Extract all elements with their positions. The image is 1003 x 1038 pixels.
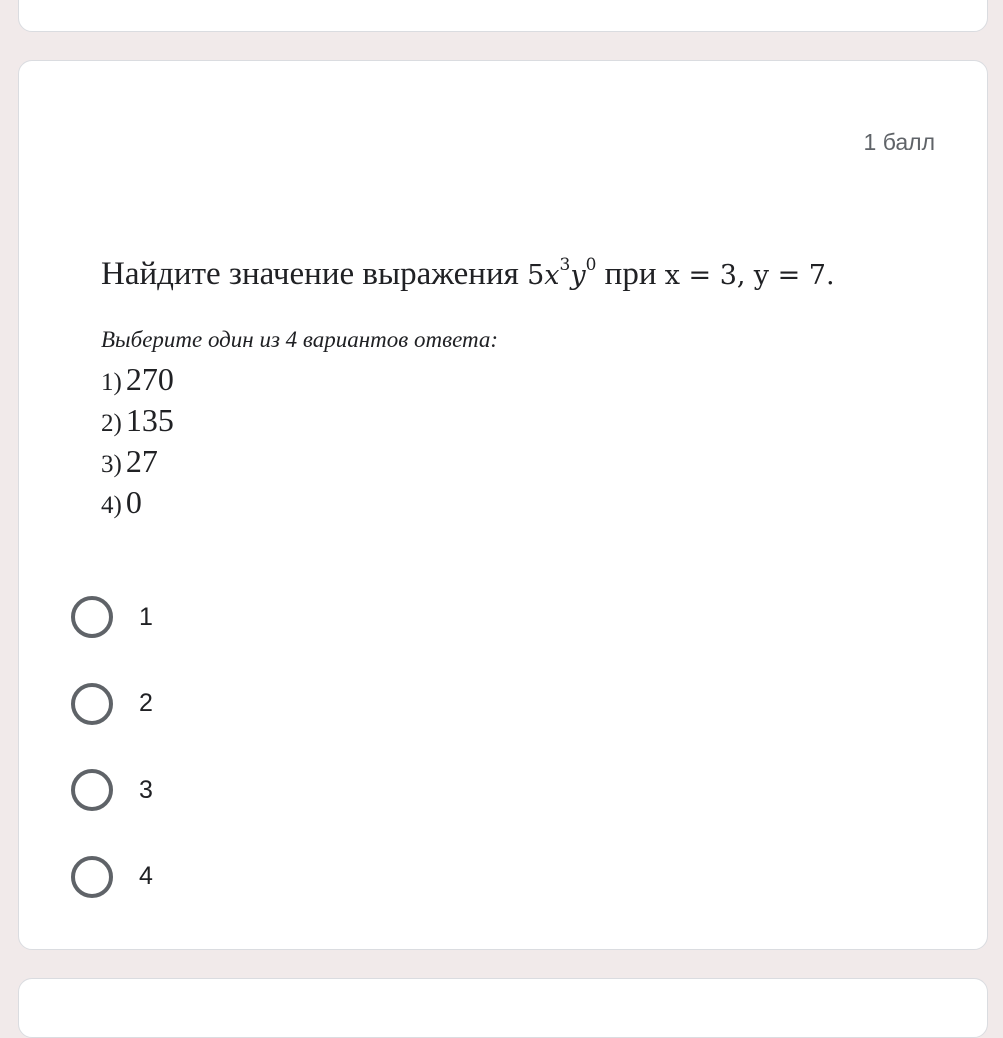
answer-option-4[interactable]: [71, 834, 153, 921]
expression-coef: 5: [527, 260, 545, 291]
choice-value: 0: [125, 484, 142, 520]
points-label: 1 балл: [863, 129, 935, 155]
radio-button[interactable]: [71, 683, 113, 725]
choice-item: [101, 441, 941, 482]
expression-exp-x: 3: [559, 255, 571, 275]
next-question-card: [18, 978, 988, 1038]
choice-list: [101, 359, 941, 523]
choice-value: 270: [125, 361, 174, 397]
expression-var-y: y: [570, 260, 586, 291]
answer-options: [71, 574, 153, 920]
question-image: [101, 251, 941, 523]
choice-number: 2): [101, 410, 122, 437]
expression-exp-y: 0: [585, 255, 597, 275]
radio-button[interactable]: [71, 769, 113, 811]
condition-y: y = 7.: [753, 260, 835, 291]
choice-value: 27: [125, 443, 158, 479]
answer-option-1[interactable]: [71, 574, 153, 661]
previous-question-card: [18, 0, 988, 32]
answer-option-2[interactable]: [71, 661, 153, 748]
answer-label: 1: [139, 602, 153, 631]
question-expression: [527, 255, 597, 291]
answer-label: 3: [139, 775, 153, 804]
question-card: [18, 60, 988, 950]
answer-label: 2: [139, 689, 153, 718]
condition-x: x = 3,: [664, 260, 746, 291]
expression-var-x: x: [544, 260, 560, 291]
choice-number: 4): [101, 492, 122, 519]
question-title: [101, 251, 941, 299]
question-text-middle: при: [604, 256, 657, 292]
choice-item: [101, 400, 941, 441]
answer-option-3[interactable]: [71, 747, 153, 834]
choice-item: [101, 359, 941, 400]
choice-value: 135: [125, 402, 174, 438]
answer-instruction: Выберите один из 4 вариантов ответа:: [101, 327, 499, 352]
answer-label: 4: [139, 862, 153, 891]
radio-button[interactable]: [71, 596, 113, 638]
radio-button[interactable]: [71, 856, 113, 898]
question-text-before: Найдите значение выражения: [101, 256, 519, 292]
choice-item: [101, 482, 941, 523]
choice-number: 1): [101, 369, 122, 396]
choice-number: 3): [101, 451, 122, 478]
